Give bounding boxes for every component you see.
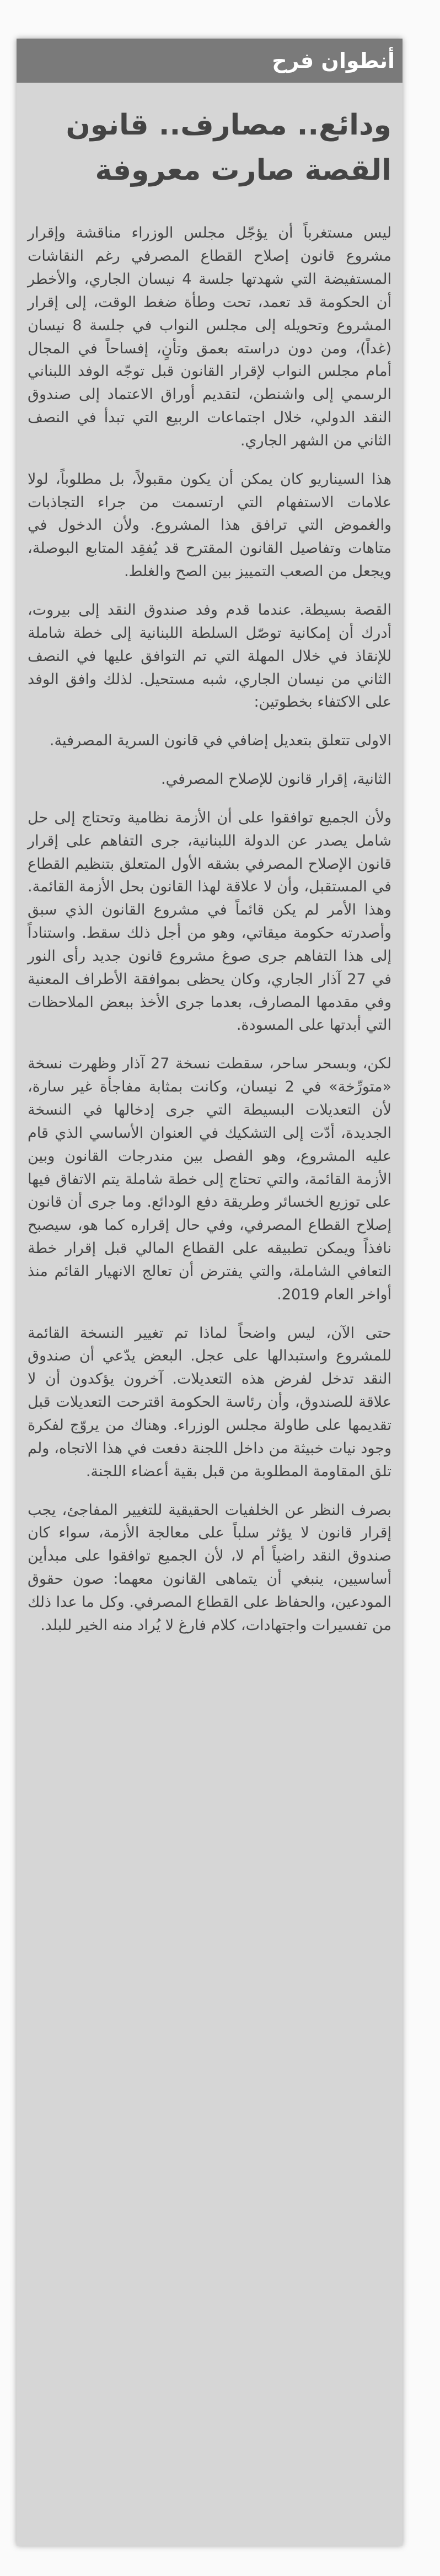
article-card — [17, 39, 403, 2546]
article-paragraph: حتى الآن، ليس واضحاً لماذا تم تغيير النسخة القائمة للمشروع واستبدالها على عجل. البعض يدّعي أن صندوق النقد تدخل لفرض هذه التعديلات. آخرون يؤكدون أن لا علاقة للصندوق، وأن رئاسة الحكومة اقترحت التعديلات قبل تقديمها على طاولة مجلس الوزراء. وهناك من يروّج لفكرة وجود نيات خبيثة من داخل اللجنة دفعت في هذا الاتجاه، ولم تلق المقاومة المطلوبة من قبل بقية أعضاء اللجنة. — [28, 1324, 391, 1480]
author-name: أنطوان فرح — [272, 49, 395, 73]
article-paragraph: هذا السيناريو كان يمكن أن يكون مقبولاً، بل مطلوباً، لولا علامات الاستفهام التي ارتسمت من جراء التجاذبات والغموض التي ترافق هذا المشروع. ولأن الدخول في متاهات وتفاصيل القانون المقترح قد يُفقِد المتابع البوصلة، ويجعل من الصعب التمييز بين الصح والغلط. — [28, 470, 391, 580]
article-paragraph: ليس مستغرباً أن يؤجّل مجلس الوزراء مناقشة وإقرار مشروع قانون إصلاح القطاع المصرفي رغم النقاشات المستفيضة التي شهدتها جلسة 4 نيسان الجاري، والأخطر أن الحكومة قد تعمد، تحت وطأة ضغط الوقت، إلى إقرار المشروع وتحويله إلى مجلس النواب في جلسة 8 نيسان (غداً)، ومن دون دراسته بعمق وتأنٍ، إفساحاً في المجال أمام مجلس النواب لإقرار القانون قبل توجّه الوفد اللبناني الرسمي إلى واشنطن، لتقديم أوراق الاعتماد إلى صندوق النقد الدولي، خلال اجتماعات الربيع التي تبدأ في النصف الثاني من الشهر الجاري. — [28, 224, 391, 449]
article-paragraph: الاولى تتعلق بتعديل إضافي في قانون السرية المصرفية. — [49, 732, 391, 750]
article-paragraph: بصرف النظر عن الخلفيات الحقيقية للتغيير المفاجئ، يجب إقرار قانون لا يؤثر سلباً على معالجة الأزمة، سواء كان صندوق النقد راضياً أم لا، لأن الجميع توافقوا على مبدأين أساسيين، ينبغي أن يتماهى القانون معهما: صون حقوق المودعين، والحفاظ على القطاع المصرفي. وكل ما عدا ذلك من تفسيرات واجتهادات، كلام فارغ لا يُراد منه الخير للبلد. — [28, 1501, 391, 1634]
article-paragraph: ولأن الجميع توافقوا على أن الأزمة نظامية وتحتاج إلى حل شامل يصدر عن الدولة اللبنانية، جرى التفاهم على إقرار قانون الإصلاح المصرفي بشقه الأول المتعلق بتنظيم القطاع في المستقبل، وأن لا علاقة لهذا القانون بحل الأزمة القائمة. وهذا الأمر لم يكن قائماً في مشروع القانون الذي سبق وأصدرته حكومة ميقاتي، وهو من أجل ذلك سقط. واستناداً إلى هذا التفاهم جرى صوغ مشروع قانون جديد رأى النور في 27 آذار الجاري، وكان يحظى بموافقة الأطراف المعنية وفي مقدمها المصارف، بعدما جرى الأخذ ببعض الملاحظات التي أبدتها على المسودة. — [28, 809, 391, 1034]
article-paragraph: القصة بسيطة. عندما قدم وفد صندوق النقد إلى بيروت، أدرك أن إمكانية توصّل السلطة اللبنانية إلى خطة شاملة للإنقاذ في خلال المهلة التي تم التوافق عليها في النصف الثاني من نيسان الجاري، شبه مستحيل. لذلك وافق الوفد على الاكتفاء بخطوتين: — [28, 601, 391, 711]
article-body — [28, 222, 391, 1637]
author-header — [17, 39, 403, 83]
article-paragraph: لكن، وبسحر ساحر، سقطت نسخة 27 آذار وظهرت نسخة «متورِّخة» في 2 نيسان، وكانت بمثابة مفاجأة غير سارة، لأن التعديلات البسيطة التي جرى إدخالها في النسخة الجديدة، أدّت إلى التشكيك في العنوان الأساسي الذي قام عليه المشروع، وهو الفصل بين مندرجات القانون وبين الأزمة القائمة، والتي تحتاج إلى خطة شاملة يتم الاتفاق فيها على توزيع الخسائر وطريقة دفع الودائع. وما جرى أن قانون إصلاح القطاع المصرفي، وفي حال إقراره كما هو، سيصبح نافذاً ويمكن تطبيقه على القطاع المالي قبل إقرار خطة التعافي الشاملة، والتي يفترض أن تعالج الانهيار القائم منذ أواخر العام 2019. — [28, 1055, 392, 1303]
article-headline: ودائع.. مصارف.. قانون القصة صارت معروفة — [66, 109, 391, 187]
article-paragraph: الثانية، إقرار قانون للإصلاح المصرفي. — [161, 771, 391, 788]
